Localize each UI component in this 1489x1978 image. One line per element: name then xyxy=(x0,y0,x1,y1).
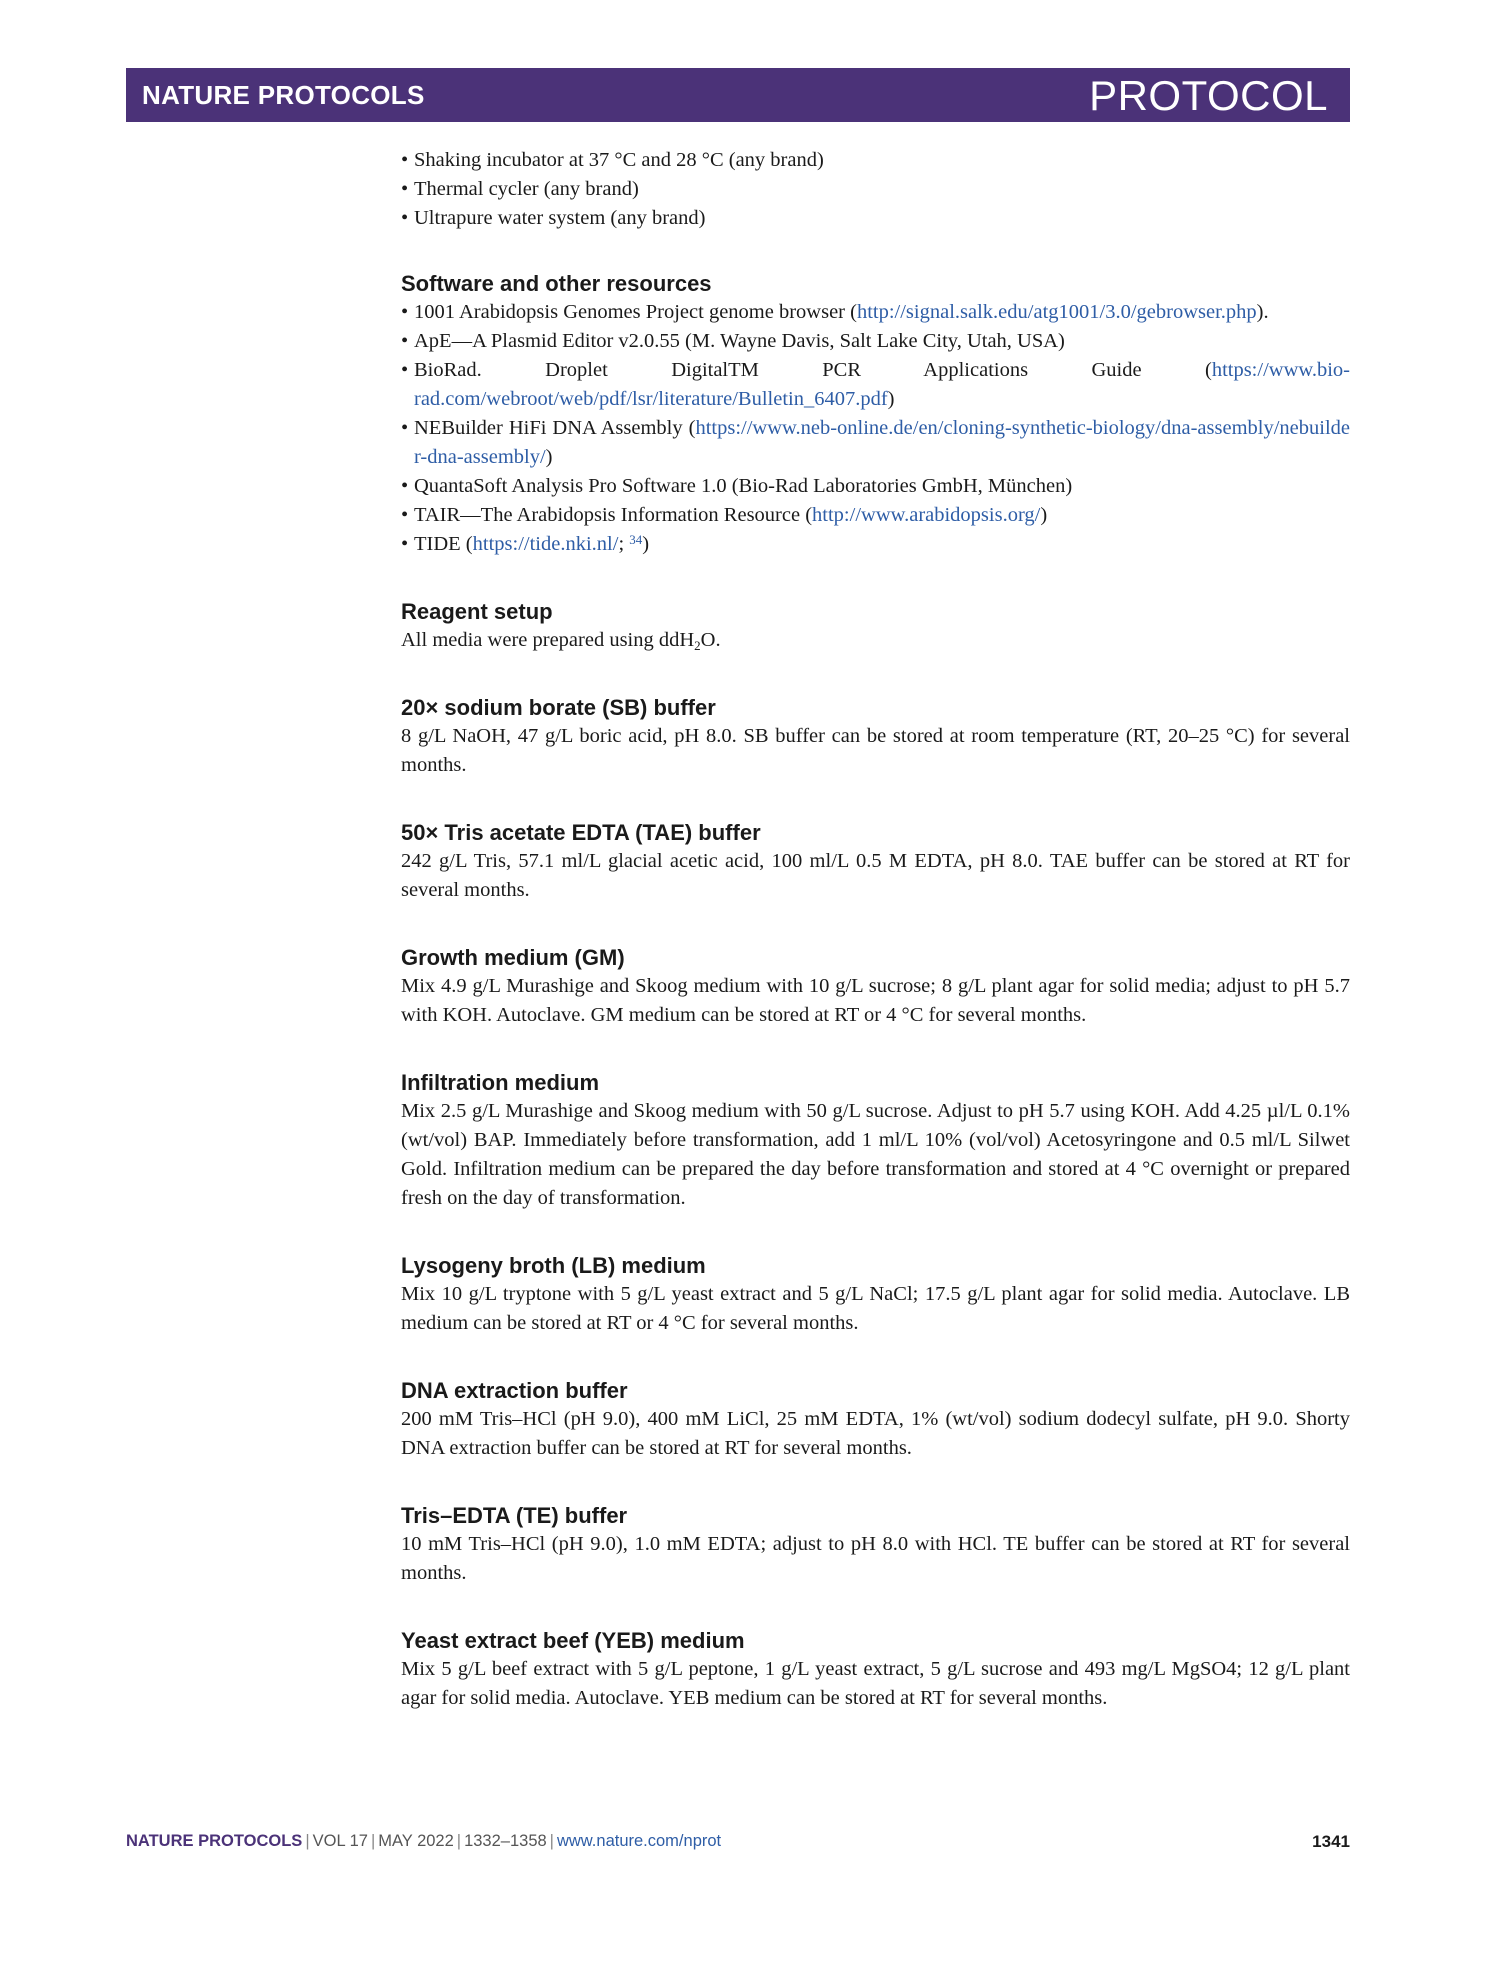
list-item: • TAIR—The Arabidopsis Information Resource (http://www.arabidopsis.org/) xyxy=(401,501,1350,530)
bullet-icon: • xyxy=(401,178,409,200)
bullet-icon: • xyxy=(401,504,409,526)
bullet-icon: • xyxy=(401,359,409,381)
section-heading: DNA extraction buffer xyxy=(401,1378,628,1403)
list-item: • 1001 Arabidopsis Genomes Project genome browser (http://signal.salk.edu/atg1001/3.0/gebrowser.php). xyxy=(401,298,1350,327)
dna-extraction-buffer-section xyxy=(401,1376,1350,1463)
section-heading: 50× Tris acetate EDTA (TAE) buffer xyxy=(401,820,761,845)
tae-buffer-section xyxy=(401,818,1350,905)
footer-url-link[interactable]: www.nature.com/nprot xyxy=(556,1832,722,1850)
footer-separator: | xyxy=(370,1832,376,1850)
footer-date: MAY 2022 xyxy=(378,1832,454,1850)
list-item: • NEBuilder HiFi DNA Assembly (https://www.neb-online.de/en/cloning-synthetic-biology/dna-assembly/nebuilder-dna-assembly/) xyxy=(401,414,1350,472)
nebuilder-link[interactable]: https://www.neb-online.de/en/cloning-synthetic-biology/dna-assembly/nebuilder-dna-assembly/ xyxy=(414,417,1350,468)
list-item: • QuantaSoft Analysis Pro Software 1.0 (Bio-Rad Laboratories GmbH, München) xyxy=(401,472,1350,501)
main-content xyxy=(401,146,1350,1713)
list-item: • BioRad. Droplet DigitalTM PCR Applications Guide (https://www.bio-rad.com/webroot/web/pdf/lsr/literature/Bulletin_6407.pdf) xyxy=(401,356,1350,414)
section-text: 242 g/L Tris, 57.1 ml/L glacial acetic acid, 100 ml/L 0.5 M EDTA, pH 8.0. TAE buffer can be stored at RT for several months. xyxy=(401,850,1350,901)
article-type: PROTOCOL xyxy=(1089,72,1328,119)
footer-pages: 1332–1358 xyxy=(464,1832,547,1850)
citation-ref[interactable]: 34 xyxy=(629,532,643,547)
bullet-icon: • xyxy=(401,417,409,439)
tair-link[interactable]: http://www.arabidopsis.org/ xyxy=(812,504,1041,526)
section-text: Mix 10 g/L tryptone with 5 g/L yeast extract and 5 g/L NaCl; 17.5 g/L plant agar for solid media. Autoclave. LB medium can be stored at RT or 4 °C for several months. xyxy=(401,1283,1350,1334)
software-list xyxy=(401,298,1350,559)
software-section xyxy=(401,269,1350,559)
section-heading: Growth medium (GM) xyxy=(401,945,625,970)
bullet-icon: • xyxy=(401,207,409,229)
infiltration-medium-section xyxy=(401,1068,1350,1213)
journal-header-bar xyxy=(126,68,1350,122)
journal-name: NATURE PROTOCOLS xyxy=(142,80,425,110)
section-heading: Infiltration medium xyxy=(401,1070,599,1095)
growth-medium-section xyxy=(401,943,1350,1030)
tide-link[interactable]: https://tide.nki.nl/ xyxy=(472,533,619,555)
list-item: • Thermal cycler (any brand) xyxy=(401,175,1350,204)
lb-medium-section xyxy=(401,1251,1350,1338)
section-text: Mix 4.9 g/L Murashige and Skoog medium with 10 g/L sucrose; 8 g/L plant agar for solid media; adjust to pH 5.7 with KOH. Autoclave. GM medium can be stored at RT or 4 °C for several months. xyxy=(401,975,1350,1026)
footer-separator: | xyxy=(456,1832,462,1850)
list-item: • Ultrapure water system (any brand) xyxy=(401,204,1350,233)
section-text: Mix 2.5 g/L Murashige and Skoog medium with 50 g/L sucrose. Adjust to pH 5.7 using KOH. Add 4.25 µl/L 0.1% (wt/vol) BAP. Immediately before transformation, add 1 ml/L 10% (vol/vol) Acetosyringone and 0.5 ml/L Silwet Gold. Infiltration medium can be prepared the day before transformation and stored at 4 °C overnight or prepared fresh on the day of transformation. xyxy=(401,1100,1350,1209)
section-text: 10 mM Tris–HCl (pH 9.0), 1.0 mM EDTA; adjust to pH 8.0 with HCl. TE buffer can be stored at RT for several months. xyxy=(401,1533,1350,1584)
section-heading: Reagent setup xyxy=(401,599,553,624)
list-item: • Shaking incubator at 37 °C and 28 °C (any brand) xyxy=(401,146,1350,175)
bullet-icon: • xyxy=(401,301,409,323)
section-heading: Software and other resources xyxy=(401,271,712,296)
footer-volume: VOL 17 xyxy=(312,1832,368,1850)
footer-separator: | xyxy=(305,1832,310,1850)
section-heading: 20× sodium borate (SB) buffer xyxy=(401,695,716,720)
reagent-setup-section xyxy=(401,597,1350,655)
section-text: 8 g/L NaOH, 47 g/L boric acid, pH 8.0. SB buffer can be stored at room temperature (RT, 20–25 °C) for several months. xyxy=(401,725,1350,776)
section-text: All media were prepared using ddH$_2$O. xyxy=(401,629,721,653)
section-text: 200 mM Tris–HCl (pH 9.0), 400 mM LiCl, 25 mM EDTA, 1% (wt/vol) sodium dodecyl sulfate, pH 9.0. Shorty DNA extraction buffer can be stored at RT for several months. xyxy=(401,1408,1350,1459)
section-heading: Tris–EDTA (TE) buffer xyxy=(401,1503,628,1528)
bullet-icon: • xyxy=(401,475,409,497)
section-heading: Lysogeny broth (LB) medium xyxy=(401,1253,706,1278)
footer-journal: NATURE PROTOCOLS xyxy=(126,1832,303,1850)
section-text: Mix 5 g/L beef extract with 5 g/L peptone, 1 g/L yeast extract, 5 g/L sucrose and 493 mg/L MgSO4; 12 g/L plant agar for solid media. Autoclave. YEB medium can be stored at RT for several months. xyxy=(401,1658,1350,1709)
equipment-list xyxy=(401,146,1350,233)
list-item: • ApE—A Plasmid Editor v2.0.55 (M. Wayne Davis, Salt Lake City, Utah, USA) xyxy=(401,327,1350,356)
genome-browser-link[interactable]: http://signal.salk.edu/atg1001/3.0/gebrowser.php xyxy=(856,301,1257,323)
bullet-icon: • xyxy=(401,533,409,555)
page-footer xyxy=(126,1832,1350,1851)
section-heading: Yeast extract beef (YEB) medium xyxy=(401,1628,745,1653)
yeb-medium-section xyxy=(401,1626,1350,1713)
sb-buffer-section xyxy=(401,693,1350,780)
list-item: • TIDE (https://tide.nki.nl/; $^{34}$) xyxy=(401,530,1350,559)
biorad-guide-link[interactable]: https://www.bio-rad.com/webroot/web/pdf/lsr/literature/Bulletin_6407.pdf xyxy=(414,359,1350,410)
footer-separator: | xyxy=(549,1832,554,1850)
bullet-icon: • xyxy=(401,330,409,352)
page-number: 1341 xyxy=(1312,1832,1350,1851)
te-buffer-section xyxy=(401,1501,1350,1588)
bullet-icon: • xyxy=(401,149,409,171)
